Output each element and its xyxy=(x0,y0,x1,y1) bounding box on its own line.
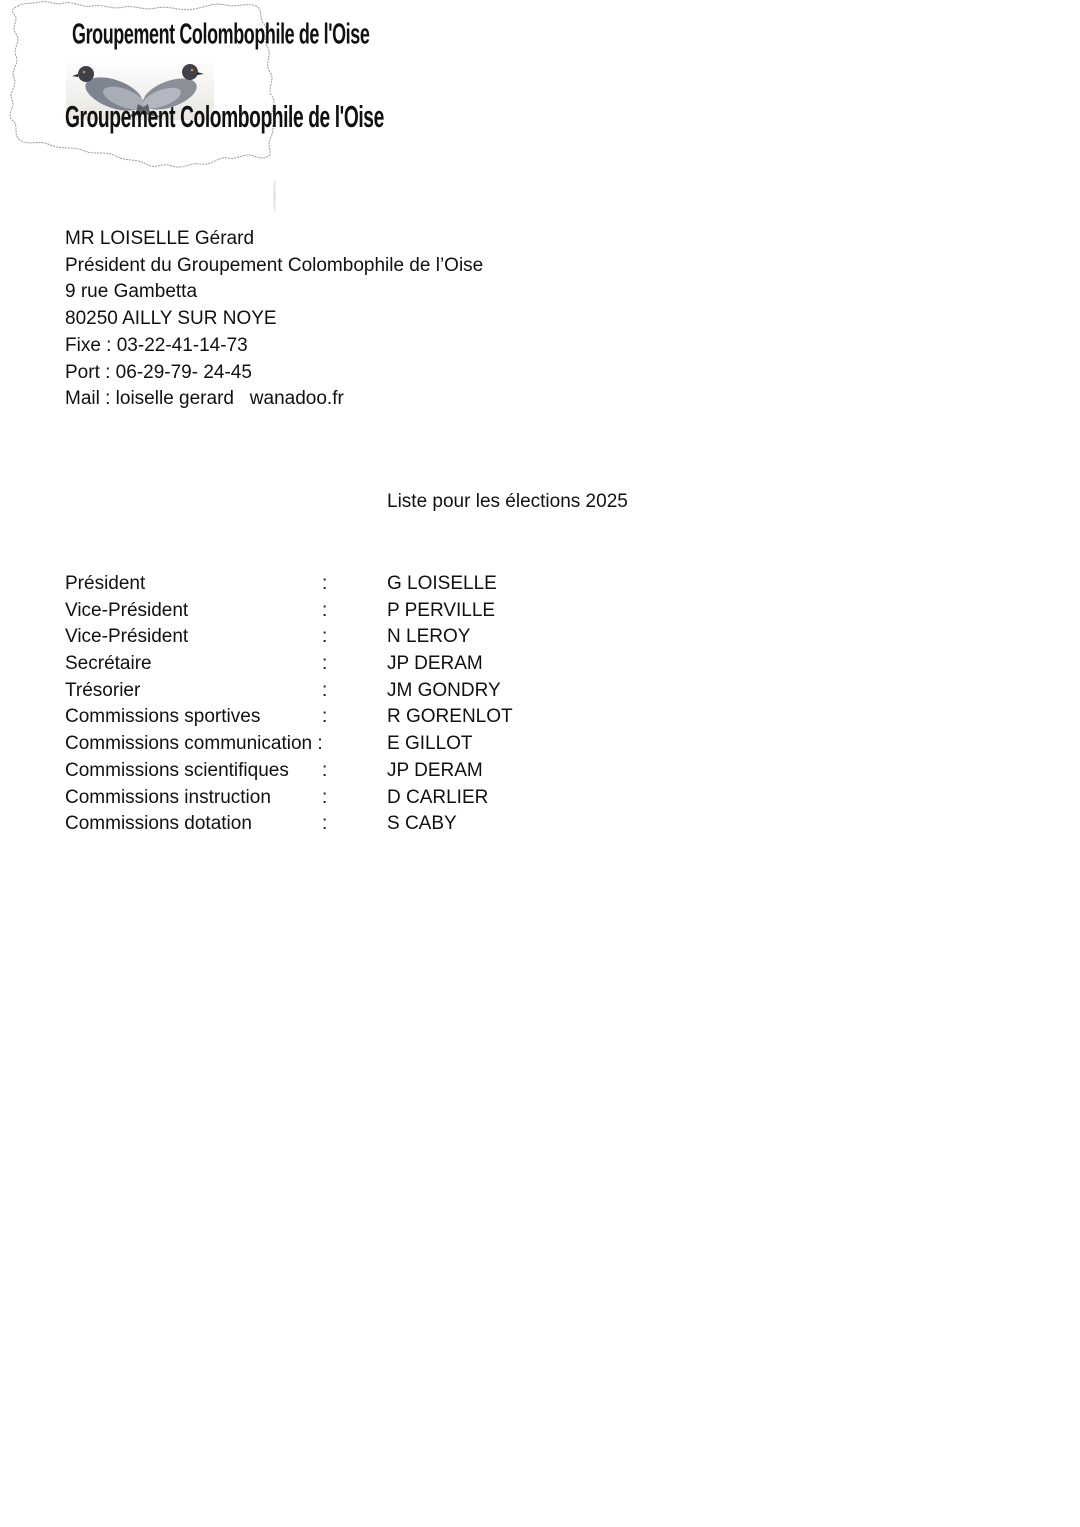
sender-street: 9 rue Gambetta xyxy=(65,281,198,303)
letterhead-title-top: Groupement Colombophile de l'Oise xyxy=(72,17,370,50)
officers-list xyxy=(65,571,665,838)
officer-role: Secrétaire xyxy=(65,653,152,675)
officer-row xyxy=(65,624,665,651)
officer-row xyxy=(65,758,665,785)
officer-role: Vice-Président xyxy=(65,599,189,621)
officer-row xyxy=(65,651,665,678)
letterhead-title-bottom: Groupement Colombophile de l'Oise xyxy=(65,100,384,135)
officer-name: S CABY xyxy=(387,813,457,835)
officer-role: Commissions scientifiques xyxy=(65,759,289,781)
officer-name: P PERVILLE xyxy=(387,599,496,621)
officer-role: Trésorier xyxy=(65,679,141,701)
officer-separator: : xyxy=(322,626,328,648)
officer-name: JP DERAM xyxy=(387,759,483,781)
officer-name: G LOISELLE xyxy=(387,573,497,594)
officer-row xyxy=(65,571,665,598)
sender-role: Président du Groupement Colombophile de l’Oise xyxy=(65,254,484,276)
officer-name: R GORENLOT xyxy=(387,706,513,728)
officer-role: Commissions communication : xyxy=(65,733,323,755)
officer-role: Commissions sportives xyxy=(65,706,261,728)
officer-separator: : xyxy=(322,786,328,808)
officer-name: D CARLIER xyxy=(387,786,489,808)
officer-role: Président xyxy=(65,573,146,594)
officer-separator: : xyxy=(322,599,328,621)
sender-city: 80250 AILLY SUR NOYE xyxy=(65,308,277,330)
officer-row xyxy=(65,704,665,731)
sender-phone-mobile: Port : 06-29-79- 24-45 xyxy=(65,361,252,383)
officer-role: Commissions dotation xyxy=(65,813,252,835)
scan-mark xyxy=(273,180,276,212)
officer-name: N LEROY xyxy=(387,626,471,648)
officer-separator: : xyxy=(322,813,328,835)
officer-role: Vice-Président xyxy=(65,626,189,648)
officer-separator: : xyxy=(322,679,328,701)
officer-row xyxy=(65,731,665,758)
sender-name: MR LOISELLE Gérard xyxy=(65,228,255,249)
officer-name: JM GONDRY xyxy=(387,679,501,701)
sender-phone-fixed: Fixe : 03-22-41-14-73 xyxy=(65,334,248,356)
officer-name: E GILLOT xyxy=(387,733,473,755)
officer-role: Commissions instruction xyxy=(65,786,271,808)
list-title: Liste pour les élections 2025 xyxy=(387,491,628,512)
officer-separator: : xyxy=(322,706,328,728)
officer-name: JP DERAM xyxy=(387,653,483,675)
officer-row xyxy=(65,811,665,838)
officer-separator: : xyxy=(322,573,328,594)
letterhead xyxy=(0,0,384,215)
officer-row xyxy=(65,678,665,705)
officer-separator: : xyxy=(322,653,328,675)
sender-mail: Mail : loiselle gerard wanadoo.fr xyxy=(65,388,344,410)
officer-row xyxy=(65,598,665,625)
officer-separator: : xyxy=(322,759,328,781)
officer-row xyxy=(65,785,665,812)
sender-address-block xyxy=(65,226,483,413)
